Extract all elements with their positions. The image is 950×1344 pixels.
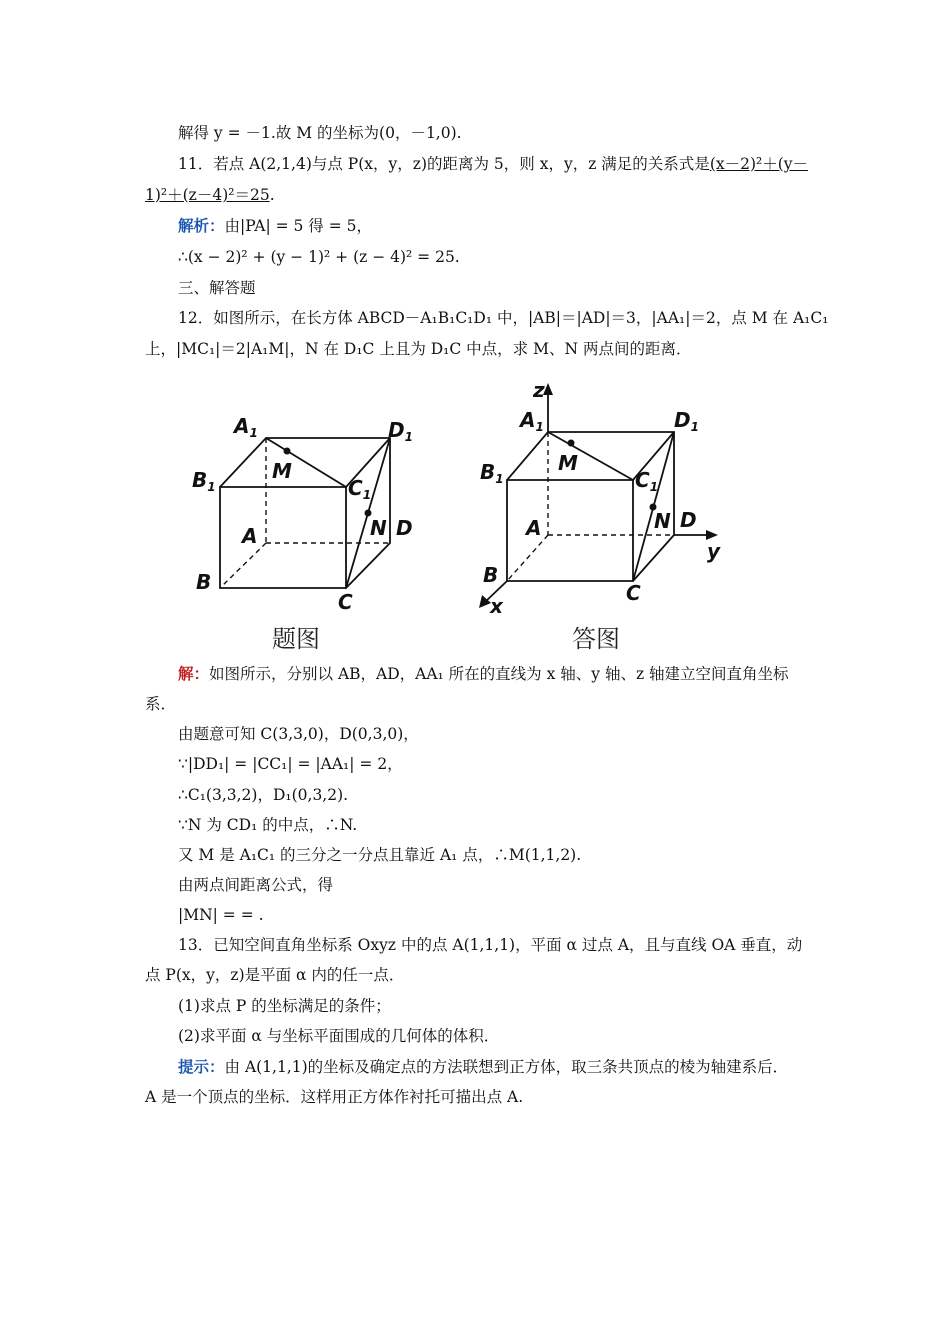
label-c: C bbox=[626, 581, 641, 605]
hint-line-2: A 是一个顶点的坐标．这样用正方体作衬托可描出点 A. bbox=[145, 1088, 524, 1106]
text-line: 解得 y = －1.故 M 的坐标为(0，－1,0). bbox=[178, 124, 462, 142]
analysis-text: 由|PA| = 5 得 = 5， bbox=[224, 217, 372, 235]
label-b1: $B_1$ bbox=[480, 460, 504, 486]
analysis-line bbox=[178, 216, 372, 236]
text-line: |MN| = = . bbox=[178, 906, 264, 924]
text-line: ∵N 为 CD₁ 的中点，∴N. bbox=[178, 816, 358, 834]
hidden-edge-a-b bbox=[507, 535, 548, 581]
text-line: 由题意可知 C(3,3,0)，D(0,3,0)， bbox=[178, 725, 419, 743]
analysis-label: 解析： bbox=[178, 216, 225, 235]
solution-text: 如图所示，分别以 AB，AD，AA₁ 所在的直线为 x 轴、y 轴、z 轴建立空间直角坐标 bbox=[209, 665, 789, 683]
problem-11-line-2 bbox=[145, 185, 275, 205]
label-n: N bbox=[370, 516, 387, 540]
label-a: A bbox=[526, 516, 542, 540]
solution-label: 解： bbox=[178, 664, 210, 683]
solution-line bbox=[178, 664, 789, 684]
left-caption: 题图 bbox=[272, 625, 320, 653]
hint-label: 提示： bbox=[178, 1057, 225, 1076]
problem-12-line: 12．如图所示，在长方体 ABCD－A₁B₁C₁D₁ 中，|AB|＝|AD|＝3，|AA₁|＝2，点 M 在 A₁C₁ bbox=[178, 309, 829, 327]
period: . bbox=[269, 186, 275, 204]
problem-13-line: 13．已知空间直角坐标系 Oxyz 中的点 A(1,1,1)，平面 α 过点 A，且与直线 OA 垂直，动 bbox=[178, 936, 803, 954]
label-a: A bbox=[242, 524, 258, 548]
problem-11-line bbox=[178, 154, 808, 174]
problem-13-line-2: 点 P(x，y，z)是平面 α 内的任一点． bbox=[145, 966, 405, 984]
label-n: N bbox=[654, 509, 671, 533]
section-heading: 三、解答题 bbox=[178, 279, 256, 297]
answer-underline-2: 1)²＋(z－4)²＝25 bbox=[145, 186, 270, 204]
label-a1: $A_1$ bbox=[520, 408, 544, 434]
label-z: z bbox=[533, 378, 545, 402]
text-line: 系． bbox=[145, 695, 177, 713]
label-d: D bbox=[680, 508, 697, 532]
hint-text: 由 A(1,1,1)的坐标及确定点的方法联想到正方体，取三条共顶点的棱为轴建系后． bbox=[224, 1058, 789, 1076]
label-c1: $C_1$ bbox=[635, 468, 659, 494]
problem-11-text: 11．若点 A(2,1,4)与点 P(x，y，z)的距离为 5，则 x，y，z 满足的关系式是 bbox=[178, 155, 710, 173]
answer-underline: (x－2)²＋(y－ bbox=[709, 155, 809, 173]
label-c: C bbox=[338, 590, 353, 614]
label-b: B bbox=[196, 570, 212, 594]
text-line: ∵|DD₁| = |CC₁| = |AA₁| = 2， bbox=[178, 755, 403, 773]
top-right-edges bbox=[507, 432, 674, 581]
point-m bbox=[284, 448, 291, 455]
label-b1: $B_1$ bbox=[192, 468, 216, 494]
cuboid-figures bbox=[180, 375, 740, 660]
problem-12-line-2: 上，|MC₁|＝2|A₁M|，N 在 D₁C 上且为 D₁C 中点，求 M、N 两点间的距离． bbox=[145, 340, 692, 358]
hidden-edge-a-b bbox=[220, 543, 266, 588]
point-m bbox=[568, 440, 575, 447]
subquestion-2: (2)求平面 α 与坐标平面围成的几何体的体积． bbox=[178, 1027, 500, 1045]
label-y: y bbox=[707, 539, 721, 563]
label-m: M bbox=[558, 451, 578, 475]
front-face bbox=[220, 487, 346, 588]
label-b: B bbox=[483, 563, 499, 587]
text-line: ∴(x − 2)² + (y − 1)² + (z − 4)² = 25. bbox=[178, 248, 460, 266]
label-d: D bbox=[396, 516, 413, 540]
figure-svg bbox=[180, 375, 740, 660]
text-line: 由两点间距离公式，得 bbox=[178, 876, 334, 894]
label-x: x bbox=[490, 594, 503, 618]
label-m: M bbox=[272, 459, 292, 483]
text-line: 又 M 是 A₁C₁ 的三分之一分点且靠近 A₁ 点，∴M(1,1,2). bbox=[178, 846, 582, 864]
hint-line bbox=[178, 1057, 788, 1077]
right-caption: 答图 bbox=[572, 625, 620, 653]
text-line: ∴C₁(3,3,2)，D₁(0,3,2). bbox=[178, 786, 349, 804]
label-a1: $A_1$ bbox=[234, 414, 258, 440]
subquestion-1: (1)求点 P 的坐标满足的条件； bbox=[178, 997, 391, 1015]
label-c1: $C_1$ bbox=[348, 476, 372, 502]
label-d1: $D_1$ bbox=[674, 408, 699, 434]
label-d1: $D_1$ bbox=[388, 418, 413, 444]
